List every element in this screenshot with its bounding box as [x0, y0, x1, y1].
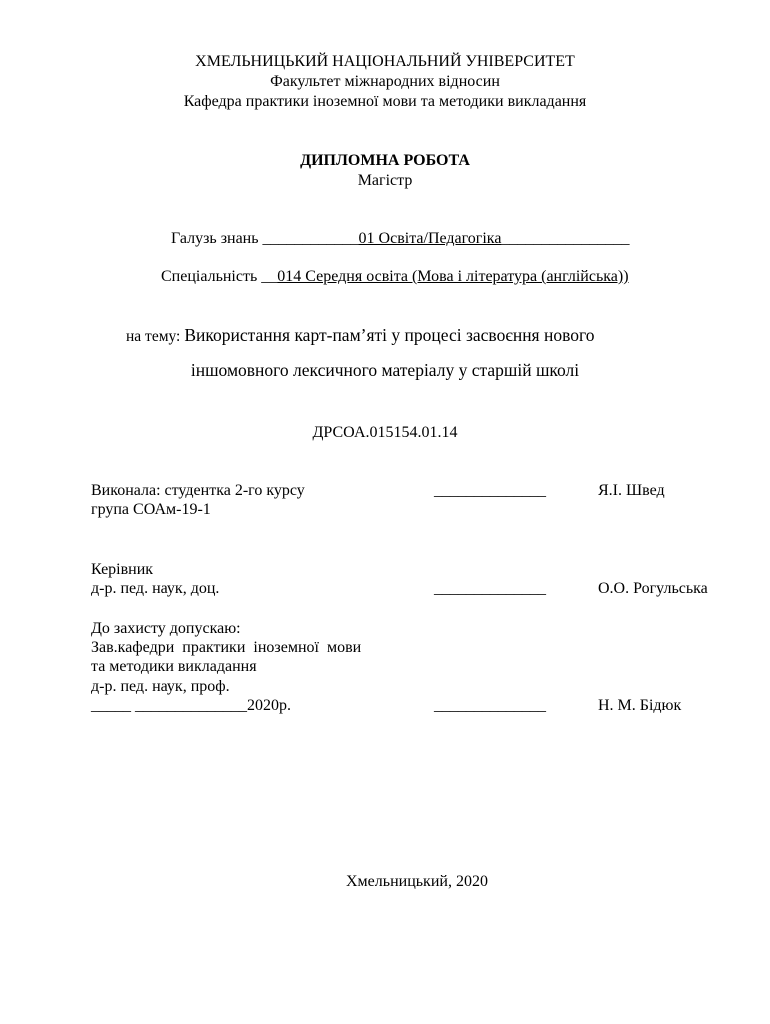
department-name: Кафедра практики іноземної мови та методики викладання: [183, 93, 587, 110]
faculty-name: Факультет міжнародних відносин: [270, 73, 500, 90]
degree: Магістр: [357, 172, 413, 189]
approval-signature-blank: ______________: [434, 697, 546, 714]
field-trail-blank: ________________: [501, 230, 630, 247]
topic-title-line-1: Використання карт-пам’яті у процесі засвоєння нового: [184, 325, 595, 345]
approval-name: Н. М. Бідюк: [598, 697, 682, 714]
approval-date-line: _____ ______________2020р.: [91, 697, 291, 714]
university-name: ХМЕЛЬНИЦЬКИЙ НАЦІОНАЛЬНИЙ УНІВЕРСИТЕТ: [195, 53, 575, 70]
performer-signature-blank: ______________: [434, 482, 546, 499]
specialty-label: Спеціальність: [161, 268, 258, 285]
work-type: ДИПЛОМНА РОБОТА: [300, 152, 470, 169]
topic-title-line-2: іншомовного лексичного матеріалу у старшій школі: [190, 360, 580, 380]
performer-line-1: Виконала: студентка 2-го курсу: [91, 482, 305, 499]
approval-line-2: Зав.кафедри практики іноземної мови: [91, 639, 362, 656]
performer-line-2: група СОАм-19-1: [91, 501, 211, 518]
field-of-knowledge: [171, 231, 629, 247]
specialty: [161, 269, 629, 285]
approval-line-3: та методики викладання: [91, 658, 257, 675]
supervisor-signature-blank: ______________: [434, 580, 546, 597]
approval-line-4: д-р. пед. наук, проф.: [91, 678, 230, 695]
document-code: ДРСОА.015154.01.14: [312, 424, 458, 441]
topic-prefix: на тему:: [126, 328, 181, 345]
field-label: Галузь знань: [171, 230, 259, 247]
specialty-lead-blank: __: [261, 268, 278, 285]
specialty-value: 014 Середня освіта (Мова і література (англійська)): [277, 268, 629, 285]
topic-line-1: [126, 327, 594, 345]
supervisor-line-1: Керівник: [91, 561, 154, 578]
supervisor-line-2: д-р. пед. наук, доц.: [91, 580, 220, 597]
field-lead-blank: ____________: [262, 230, 359, 247]
city-year: Хмельницький, 2020: [346, 873, 488, 890]
supervisor-name: О.О. Рогульська: [598, 580, 708, 597]
field-value: 01 Освіта/Педагогіка: [358, 230, 502, 247]
approval-line-1: До захисту допускаю:: [91, 620, 241, 637]
performer-name: Я.І. Швед: [598, 482, 665, 499]
